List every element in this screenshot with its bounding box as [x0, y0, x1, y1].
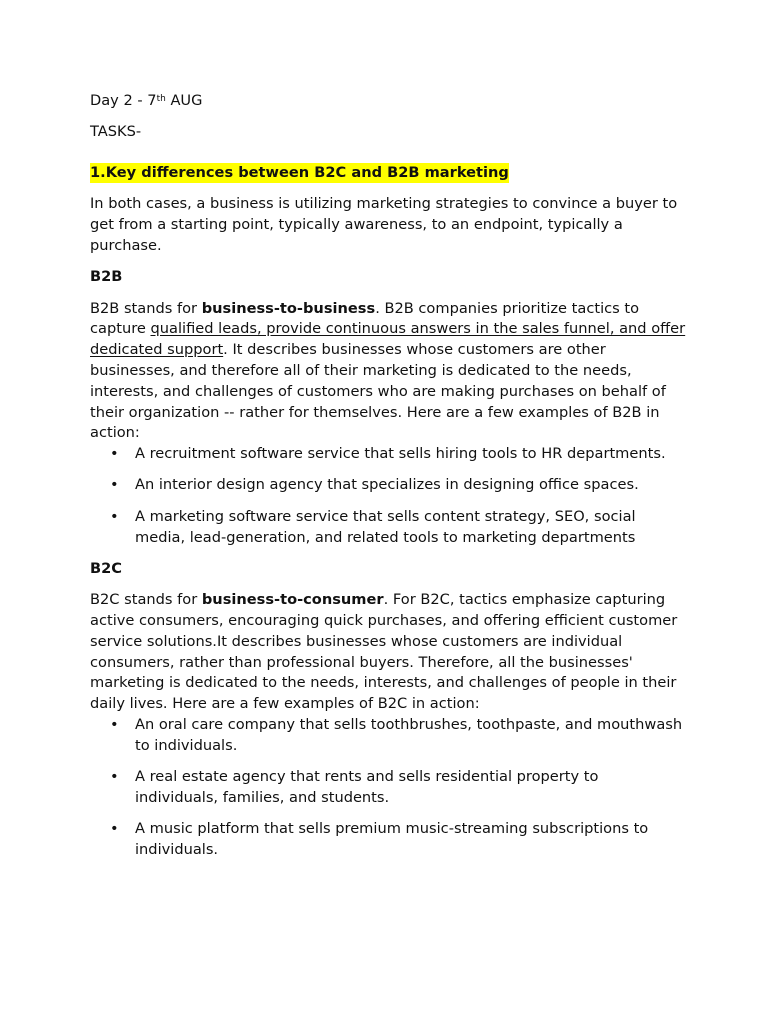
b2c-paragraph [90, 590, 686, 715]
document-page [90, 91, 686, 861]
b2c-text-end: . For B2C, tactics emphasize capturing active consumers, encouraging quick purchases, and offering efficient customer service solutions.It describes businesses whose customers are individual consumers, rather than professional buyers. Therefore, all the businesses' marketing is dedicated to the needs, interests, and challenges of people in their daily lives. Here are a few examples of B2C in action: [90, 591, 678, 713]
day-ordinal: th [156, 94, 166, 104]
section-heading [90, 163, 686, 184]
bullet-icon: • [110, 820, 119, 838]
tasks-label: TASKS- [90, 123, 142, 141]
list-item [90, 507, 686, 549]
bullet-icon: • [110, 445, 119, 463]
list-item-text: A marketing software service that sells content strategy, SEO, social media, lead-generation, and related tools to marketing departments [135, 507, 636, 546]
b2c-bold-term: business-to-consumer [201, 591, 384, 609]
highlighted-heading: 1.Key differences between B2C and B2B marketing [90, 164, 509, 182]
list-item [90, 819, 686, 861]
b2c-title: B2C [90, 559, 122, 577]
b2c-examples-list [90, 715, 686, 861]
b2b-bold-term: business-to-business [201, 299, 376, 317]
b2b-examples-list [90, 444, 686, 548]
list-item-text: An interior design agency that specializes in designing office spaces. [135, 476, 639, 494]
b2b-title: B2B [90, 268, 123, 286]
day-text: Day 2 - 7 [90, 92, 157, 109]
bullet-icon: • [110, 476, 119, 494]
bullet-icon: • [110, 507, 119, 525]
b2b-text-end: . It describes businesses whose customers are other businesses, and therefore all of their marketing is dedicated to the needs, interests, and challenges of customers who are making purchases on behalf of their organization -- rather for themselves. Here are a few examples of B2B in action: [90, 341, 666, 442]
b2b-text-start: B2B stands for [90, 299, 202, 317]
bullet-icon: • [110, 768, 119, 786]
list-item [90, 715, 686, 757]
b2c-text-start: B2C stands for [90, 591, 202, 609]
list-item-text: An oral care company that sells toothbrushes, toothpaste, and mouthwash to individuals. [135, 715, 683, 754]
list-item [90, 767, 686, 809]
b2b-underlined-text: qualified leads, provide continuous answers in the sales funnel, and offer dedicated support [90, 320, 686, 359]
day-header [90, 91, 686, 112]
list-item [90, 475, 686, 496]
b2b-text-mid: . B2B companies prioritize tactics to capture [90, 299, 640, 338]
bullet-icon: • [110, 715, 119, 733]
list-item-text: A music platform that sells premium music-streaming subscriptions to individuals. [135, 820, 649, 858]
b2b-paragraph [90, 299, 686, 445]
list-item-text: A real estate agency that rents and sells residential property to individuals, families, and students. [135, 768, 599, 806]
list-item-text: A recruitment software service that sells hiring tools to HR departments. [135, 445, 666, 463]
list-item [90, 444, 686, 465]
day-month: AUG [165, 92, 203, 109]
intro-paragraph: In both cases, a business is utilizing marketing strategies to convince a buyer to get from a starting point, typically awareness, to an endpoint, typically a purchase. [90, 195, 678, 254]
